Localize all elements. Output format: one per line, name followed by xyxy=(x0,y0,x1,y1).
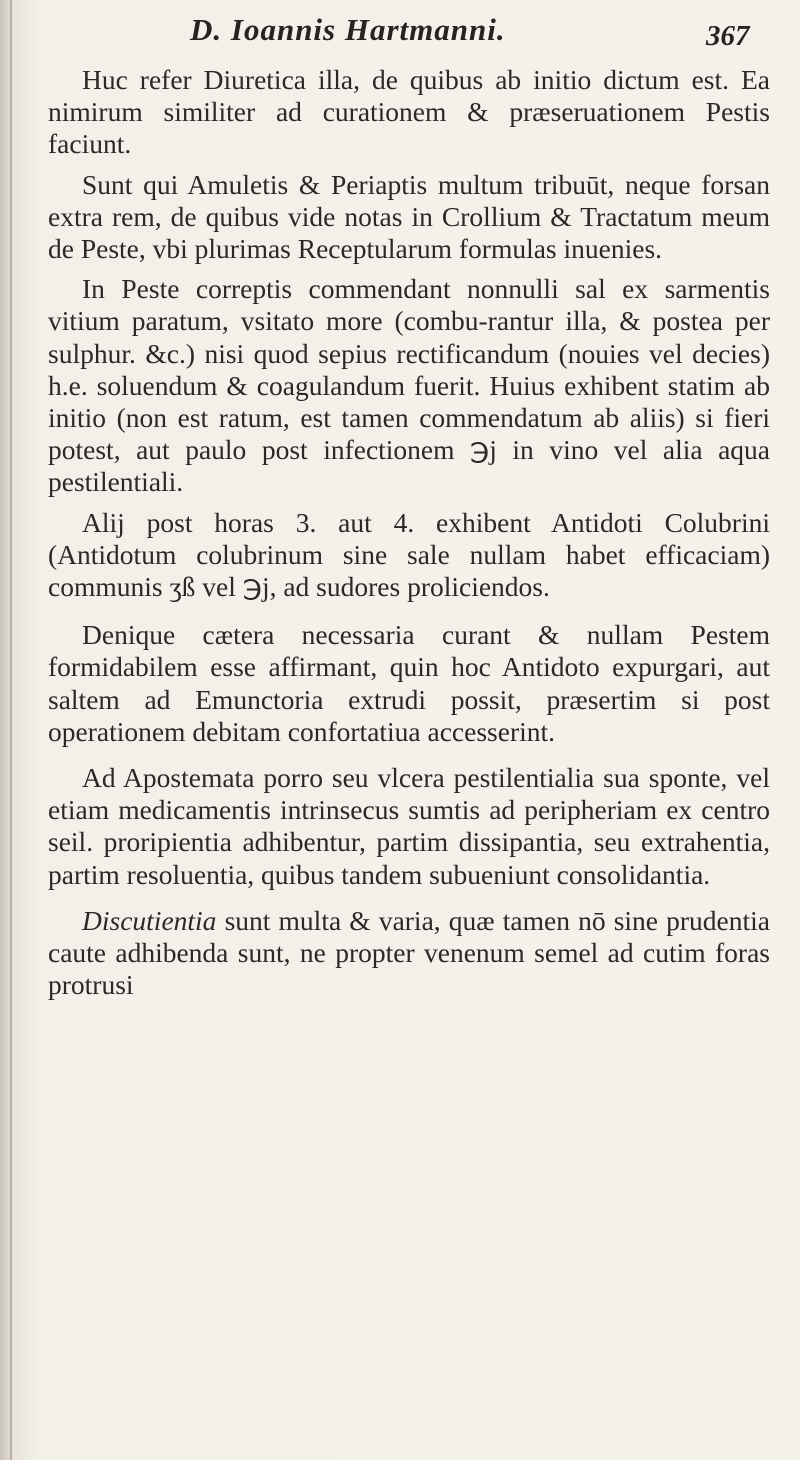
page-number: 367 xyxy=(706,20,750,52)
paragraph-sal-ex-sarmentis: In Peste correptis commendant nonnulli sal ex sarmentis vitium paratum, vsitato more (combu-rantur illa, & postea per sulphur. &c.) nisi quod sepius rectificandum (nouies vel decies) h.e. soluendum & coagulandum fuerit. Huius exhibent statim ab initio (non est ratum, est tamen commendatum ab aliis) si fieri potest, aut paulo post infectionem ℈j in vino vel alia aqua pestilentiali. xyxy=(48,273,770,498)
paragraph-antidotum-colubrinum: Alij post horas 3. aut 4. exhibent Antidoti Colubrini (Antidotum colubrinum sine sale nullam habet efficaciam) communis ʒß vel ℈j, ad sudores proliciendos. xyxy=(48,506,770,603)
running-head xyxy=(0,6,800,66)
paragraph-apostemata: Ad Apostemata porro seu vlcera pestilentialia sua sponte, vel etiam medicamentis intrinsecus sumtis ad peripheriam ex centro seil. proripientia adhibentur, partim dissipantia, seu extrahentia, partim resoluentia, quibus tandem subueniunt consolidantia. xyxy=(48,762,770,890)
paragraph-discutientia xyxy=(48,905,770,1002)
running-head-title: D. Ioannis Hartmanni. xyxy=(190,12,506,47)
binding-gutter xyxy=(10,0,12,1460)
paragraph-amuleta: Sunt qui Amuletis & Periaptis multum tribuūt, neque forsan extra rem, de quibus vide notas in Crollium & Tractatum meum de Peste, vbi plurimas Receptularum formulas inuenies. xyxy=(48,168,770,265)
paragraph-diuretica: Huc refer Diuretica illa, de quibus ab initio dictum est. Ea nimirum similiter ad curationem & præseruationem Pestis faciunt. xyxy=(48,64,770,160)
paragraph-lead-word: Discutientia xyxy=(82,904,217,936)
paragraph-denique: Denique cætera necessaria curant & nullam Pestem formidabilem esse affirmant, quin hoc Antidoto expurgari, aut saltem ad Emunctoria extrudi possit, præsertim si post operationem debitam confortatiua accesserint. xyxy=(48,619,770,747)
body-text xyxy=(48,64,770,1001)
paragraph-discutientia-text: sunt multa & varia, quæ tamen nō sine prudentia caute adhibenda sunt, ne propter venenum semel ad cutim foras protrusi xyxy=(48,904,770,1001)
